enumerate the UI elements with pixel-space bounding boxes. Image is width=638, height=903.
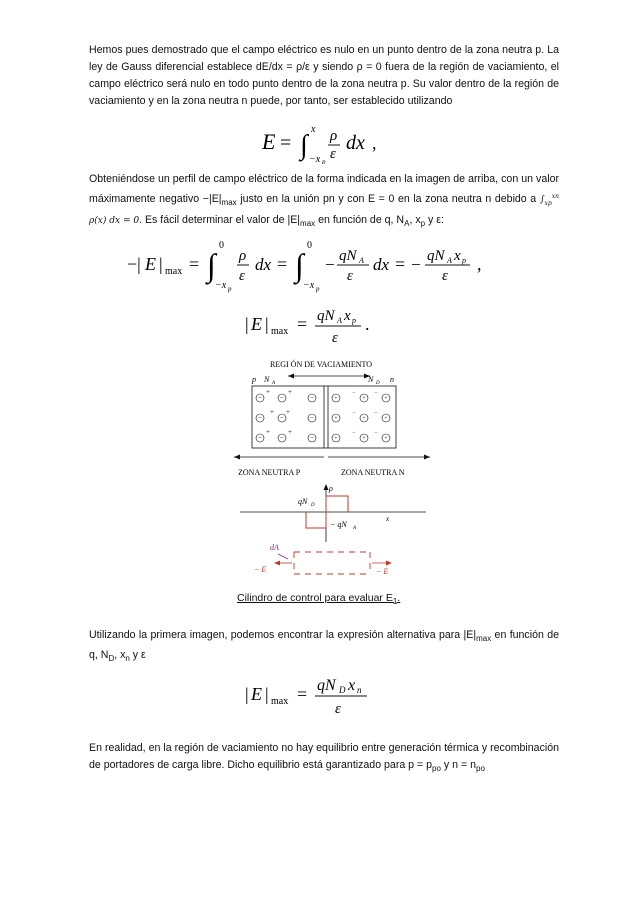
svg-text:ε: ε [347,268,353,284]
zone-n-label: ZONA NEUTRA N [341,468,405,477]
svg-text:+: + [384,436,388,442]
svg-text:qN: qN [339,248,357,264]
svg-text:+: + [362,396,366,402]
svg-text:+: + [384,416,388,422]
svg-text:qN: qN [317,308,335,324]
nd-sub: D [376,381,380,386]
da-label: dA [270,543,279,552]
qna-sub: A [353,526,357,531]
svg-text:∫: ∫ [295,247,304,283]
svg-text:+: + [334,396,338,402]
svg-text:dx: dx [255,255,272,274]
svg-text:ε: ε [335,701,341,717]
svg-text:qN: qN [317,677,336,694]
acceptor-ions [256,394,316,442]
svg-text:.: . [365,314,370,334]
svg-text:−: − [374,430,378,436]
svg-text:+: + [362,436,366,442]
svg-text:−: − [352,430,356,436]
svg-text:+: + [266,388,270,396]
svg-text:=: = [297,314,308,334]
svg-text:+: + [266,428,270,436]
svg-text:−x: −x [215,280,227,291]
svg-text:+: + [334,436,338,442]
svg-text:−: − [325,255,335,274]
svg-text:p: p [322,158,326,164]
svg-text:x: x [311,124,316,135]
svg-text:∫: ∫ [300,130,308,161]
svg-text:0: 0 [219,240,224,251]
svg-text:|: | [265,314,269,334]
svg-text:|: | [245,314,249,334]
svg-text:−: − [258,414,262,422]
svg-text:=: = [297,684,308,704]
svg-text:+: + [362,416,366,422]
n-label: n [390,375,394,384]
svg-text:−: − [352,410,356,416]
svg-text:−: − [280,434,284,442]
svg-text:max: max [271,696,289,707]
svg-text:x: x [344,308,351,324]
svg-text:−: − [258,394,262,402]
svg-text:E: E [262,129,276,154]
svg-text:A: A [337,316,342,325]
equation-emax-nd [245,670,415,720]
svg-text:n: n [357,685,362,695]
svg-text:max: max [271,326,289,337]
inline-integral: $\int_{xp}^{xn}$ ρ(x) dx = 0 [89,193,559,226]
x-label: x [386,515,390,523]
svg-text:+: + [384,396,388,402]
paragraph-gauss-law: Hemos pues demostrado que el campo eléctrico es nulo en un punto dentro de la zona neutra p. La ley de Gauss diferencial establece dE/dx = ρ/ε y siendo ρ = 0 fuera de la región de vaciamiento, el campo eléctrico será nulo en todo punto dentro de la zona neutra p. Su valor dentro de la región de vaciamiento y en la zona neutra n puede, por tanto, ser establecido utilizando [89,44,559,107]
svg-text:−: − [280,414,284,422]
svg-text:0: 0 [307,240,312,251]
svg-text:E: E [145,254,156,274]
control-cylinder [294,552,370,574]
svg-text:+: + [288,388,292,396]
svg-text:x: x [454,248,461,264]
svg-text:|: | [159,254,163,274]
svg-text:=: = [189,254,200,274]
svg-text:|: | [265,684,269,704]
qna-label: − qN [330,520,347,529]
svg-text:∫: ∫ [207,247,216,283]
qnd-sub: D [311,503,315,508]
svg-text:ε: ε [239,268,245,284]
region-label: REGI ÓN DE VACIAMIENTO [270,360,372,369]
svg-text:A: A [447,256,452,265]
svg-text:−: − [310,394,314,402]
equation-emax-derivation [127,232,527,294]
na-sub: A [272,381,276,386]
svg-text:+: + [286,408,290,416]
svg-text:+: + [334,416,338,422]
equation-e-integral [262,118,392,164]
svg-text:−x: −x [309,154,321,164]
svg-text:ε: ε [442,268,448,284]
svg-text:−|: −| [127,254,141,274]
svg-text:E: E [251,314,262,334]
paragraph-equilibrium: En realidad, en la región de vaciamiento no hay equilibrio entre generación térmica y recombinación de portadores de carga libre. Dicho equilibrio está garantizado para $p = p_{po}$ y $n = n_{po}$ [89,742,559,774]
e-right-label: − E [376,567,389,576]
svg-text:p: p [316,285,320,293]
qnd-label: qN [298,497,308,506]
svg-text:−: − [258,434,262,442]
svg-text:x: x [348,677,356,694]
equation-emax-na [245,300,405,350]
svg-text:ε: ε [330,146,336,162]
svg-text:qN: qN [427,248,445,264]
na-label: N [264,375,270,384]
svg-text:ρ: ρ [239,248,247,264]
svg-text:=: = [277,254,288,274]
svg-text:−: − [352,390,356,396]
svg-text:−: − [310,434,314,442]
paragraph-alternative-expression: Utilizando la primera imagen, podemos encontrar la expresión alternativa para $|E|_{max}$ en función de q, $N_D$, $x_n$ y ε [89,629,559,664]
svg-text:=: = [395,254,406,274]
svg-text:D: D [339,685,346,695]
svg-text:−: − [374,410,378,416]
depletion-region-figure [230,352,435,582]
svg-text:E: E [251,684,262,704]
svg-text:A: A [359,256,364,265]
svg-text:+: + [288,428,292,436]
svg-text:|: | [245,684,249,704]
svg-text:−: − [280,394,284,402]
svg-text:ρ: ρ [330,128,338,144]
svg-text:−x: −x [303,280,315,291]
nd-label: N [368,375,374,384]
p-label: p [252,375,256,384]
svg-text:p: p [228,285,232,293]
donor-ions [332,394,390,442]
svg-text:−: − [374,390,378,396]
svg-text:+: + [270,408,274,416]
svg-text:−: − [411,255,421,274]
svg-text:p: p [352,316,356,325]
svg-text:,: , [372,133,377,153]
svg-text:,: , [477,254,482,274]
e-left-label: − E [254,565,267,574]
svg-text:max: max [165,266,183,277]
svg-text:=: = [280,132,292,154]
rho-label: ρ [329,484,333,493]
svg-text:dx: dx [373,255,390,274]
svg-text:−: − [310,414,314,422]
svg-text:p: p [462,256,466,265]
paragraph-field-profile: Obteniéndose un perfil de campo eléctrico de la forma indicada en la imagen de arriba, con un valor máximamente negativo $-|E|_{max}$ justo en la unión pn y con E = 0 en la zona neutra n debido a $\int_{xp}^{xn}$ ρ(x) dx = 0. Es fácil determinar el valor de $|E|_{max}$ en función de q, $N_A$, $x_p$ y ε: [89,173,559,228]
zone-p-label: ZONA NEUTRA P [238,468,301,477]
figure-caption: Cilindro de control para evaluar $E_1$. [237,592,401,607]
svg-text:ε: ε [332,330,338,346]
svg-text:dx: dx [346,132,365,154]
